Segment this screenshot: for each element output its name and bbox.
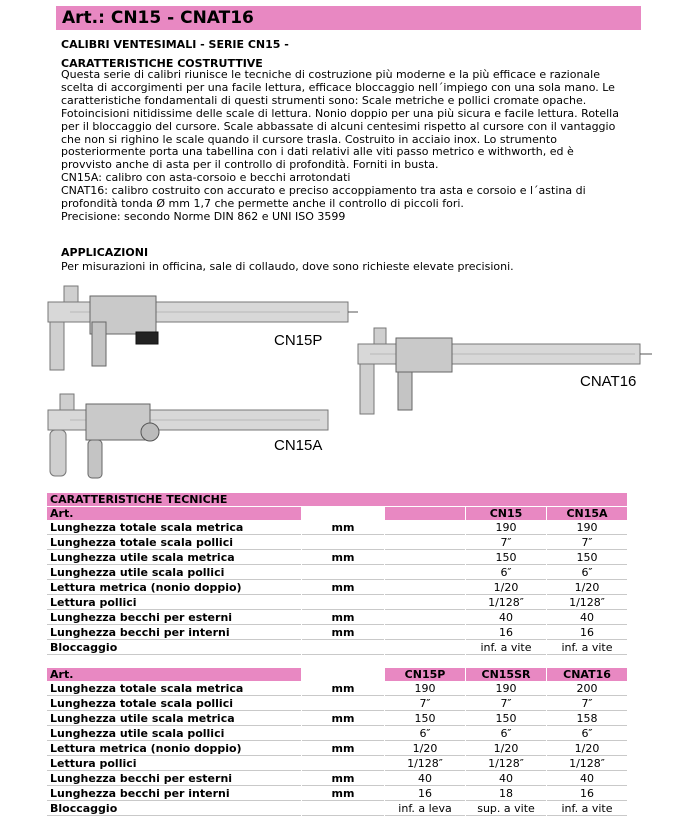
row-label: Lettura pollici [47, 757, 301, 771]
row-value: 16 [547, 787, 627, 801]
caliper-cn15p-image [48, 286, 358, 370]
table-row [47, 581, 627, 595]
description-line: caratteristiche fondamentali di questi strumenti sono: Scale metriche e pollici cromate opache. [61, 93, 587, 107]
row-value: 40 [466, 611, 546, 625]
description-line: provvisto anche di asta per il controllo di profondità. Forniti in busta. [61, 158, 439, 172]
row-value: 6″ [466, 727, 546, 741]
row-value: 150 [466, 712, 546, 726]
caliper-cn15a-image [48, 394, 328, 478]
row-label: Lunghezza utile scala metrica [47, 551, 301, 565]
row-value: 40 [547, 772, 627, 786]
table-row [47, 682, 627, 696]
row-value: 16 [547, 626, 627, 640]
row-value: 6″ [547, 727, 627, 741]
row-value: 1/20 [547, 742, 627, 756]
table-row [47, 536, 627, 550]
row-unit: mm [302, 712, 384, 726]
table-row [47, 802, 627, 816]
row-value: 1/128″ [466, 596, 546, 610]
row-label: Lunghezza totale scala pollici [47, 536, 301, 550]
row-value: 7″ [547, 697, 627, 711]
art-header: Art. [47, 668, 301, 681]
row-label: Lettura pollici [47, 596, 301, 610]
row-unit: mm [302, 742, 384, 756]
table-row [47, 641, 627, 655]
row-label: Lunghezza utile scala pollici [47, 727, 301, 741]
spec-table-1 [46, 492, 628, 656]
row-unit [302, 566, 384, 580]
description-line: CN15A: calibro con asta-corsoio e becchi arrotondati [61, 171, 351, 185]
row-value: 1/20 [547, 581, 627, 595]
model-header: CN15 [466, 507, 546, 520]
description-line: profondità tonda Ø mm 1,7 che permette anche il controllo di piccoli fori. [61, 197, 464, 211]
page-title: Art.: CN15 - CNAT16 [62, 8, 254, 28]
row-label: Lunghezza totale scala metrica [47, 521, 301, 535]
table-row [47, 551, 627, 565]
table-row [47, 697, 627, 711]
row-unit [302, 802, 384, 816]
row-value: 7″ [385, 697, 465, 711]
row-unit: mm [302, 521, 384, 535]
table-row [47, 787, 627, 801]
row-label: Lettura metrica (nonio doppio) [47, 742, 301, 756]
table-row [47, 611, 627, 625]
row-value: 1/20 [466, 581, 546, 595]
table-row [47, 757, 627, 771]
applications-heading: APPLICAZIONI [61, 246, 149, 259]
row-value: inf. a vite [547, 802, 627, 816]
product-subtitle: CALIBRI VENTESIMALI - SERIE CN15 - [61, 38, 289, 51]
row-value: 1/128″ [385, 757, 465, 771]
row-value: 190 [547, 521, 627, 535]
caliper-cnat16-image [358, 328, 652, 414]
row-label: Lunghezza utile scala metrica [47, 712, 301, 726]
row-label: Lunghezza becchi per interni [47, 626, 301, 640]
row-label: Lunghezza totale scala metrica [47, 682, 301, 696]
row-unit: mm [302, 787, 384, 801]
row-label: Lettura metrica (nonio doppio) [47, 581, 301, 595]
row-value: inf. a vite [547, 641, 627, 655]
table-header-row [47, 507, 627, 520]
description-line: per il bloccaggio del cursore. Scale abbassate di alcuni centesimi rispetto al cursore con il vantaggio [61, 119, 616, 133]
figure-label-cn15p: CN15P [274, 332, 323, 349]
row-unit: mm [302, 682, 384, 696]
figure-label-cnat16: CNAT16 [580, 373, 637, 390]
table-header-row [47, 668, 627, 681]
row-unit: mm [302, 611, 384, 625]
description-line: Precisione: secondo Norme DIN 862 e UNI ISO 3599 [61, 209, 346, 223]
spec-table-2 [46, 667, 628, 817]
row-value: 1/128″ [466, 757, 546, 771]
art-header: Art. [47, 507, 301, 520]
row-label: Bloccaggio [47, 802, 301, 816]
row-value: 6″ [385, 727, 465, 741]
row-value: 150 [385, 712, 465, 726]
table-row [47, 742, 627, 756]
row-value: 7″ [466, 697, 546, 711]
description-line: scelta di accorgimenti per una facile lettura, efficace bloccaggio nell´impiego con una sola mano. Le [61, 80, 615, 94]
row-label: Lunghezza utile scala pollici [47, 566, 301, 580]
description-line: Fotoincisioni nitidissime delle scale di lettura. Nonio doppio per una più sicura e facile lettura. Rotella [61, 106, 619, 120]
figure-label-cn15a: CN15A [274, 437, 323, 454]
row-value: 150 [547, 551, 627, 565]
row-value: 150 [466, 551, 546, 565]
description-line: CNAT16: calibro costruito con accurato e preciso accoppiamento tra asta e corsoio e l´astina di [61, 184, 586, 198]
row-value: 1/128″ [547, 596, 627, 610]
description-line: Questa serie di calibri riunisce le tecniche di costruzione più moderne e la più efficace e razionale [61, 68, 600, 81]
row-value: 1/20 [385, 742, 465, 756]
row-unit [302, 697, 384, 711]
model-header: CN15P [385, 668, 465, 681]
row-unit [302, 641, 384, 655]
row-value: 18 [466, 787, 546, 801]
model-header: CNAT16 [547, 668, 627, 681]
row-value: 40 [385, 772, 465, 786]
row-value: sup. a vite [466, 802, 546, 816]
table-row [47, 566, 627, 580]
row-value: 158 [547, 712, 627, 726]
row-unit: mm [302, 772, 384, 786]
row-value: 40 [547, 611, 627, 625]
row-value: inf. a vite [466, 641, 546, 655]
row-label: Lunghezza becchi per esterni [47, 611, 301, 625]
row-unit: mm [302, 551, 384, 565]
row-label: Bloccaggio [47, 641, 301, 655]
row-value: 16 [466, 626, 546, 640]
row-value: 190 [466, 682, 546, 696]
row-value: 200 [547, 682, 627, 696]
row-value: 6″ [547, 566, 627, 580]
title-bar [56, 6, 641, 30]
table-row [47, 521, 627, 535]
table-row [47, 712, 627, 726]
row-value: 16 [385, 787, 465, 801]
row-value: inf. a leva [385, 802, 465, 816]
table-row [47, 727, 627, 741]
row-unit [302, 757, 384, 771]
table-row [47, 626, 627, 640]
row-label: Lunghezza totale scala pollici [47, 697, 301, 711]
model-header: CN15A [547, 507, 627, 520]
row-unit: mm [302, 626, 384, 640]
row-label: Lunghezza becchi per esterni [47, 772, 301, 786]
applications-text: Per misurazioni in officina, sale di collaudo, dove sono richieste elevate precisioni. [61, 260, 514, 273]
table-row [47, 596, 627, 610]
row-value: 6″ [466, 566, 546, 580]
row-value: 190 [466, 521, 546, 535]
row-value: 7″ [547, 536, 627, 550]
construction-heading: CARATTERISTICHE COSTRUTTIVE [61, 57, 263, 70]
row-unit [302, 536, 384, 550]
row-value: 190 [385, 682, 465, 696]
row-value: 1/20 [466, 742, 546, 756]
construction-description [61, 69, 641, 224]
description-line: posteriormente porta una tabellina con i dati relativi alle viti passo metrico e withworth, ed è [61, 145, 574, 159]
row-unit: mm [302, 581, 384, 595]
row-value: 40 [466, 772, 546, 786]
row-unit [302, 596, 384, 610]
table-row [47, 772, 627, 786]
row-value: 7″ [466, 536, 546, 550]
row-label: Lunghezza becchi per interni [47, 787, 301, 801]
model-header: CN15SR [466, 668, 546, 681]
table-caption-row [47, 493, 627, 506]
calipers-figure [40, 282, 660, 487]
description-line: che non si righino le scale quando il cursore trasla. Costruito in acciaio inox. Lo strumento [61, 132, 557, 146]
row-unit [302, 727, 384, 741]
row-value: 1/128″ [547, 757, 627, 771]
table-caption: CARATTERISTICHE TECNICHE [47, 493, 627, 506]
